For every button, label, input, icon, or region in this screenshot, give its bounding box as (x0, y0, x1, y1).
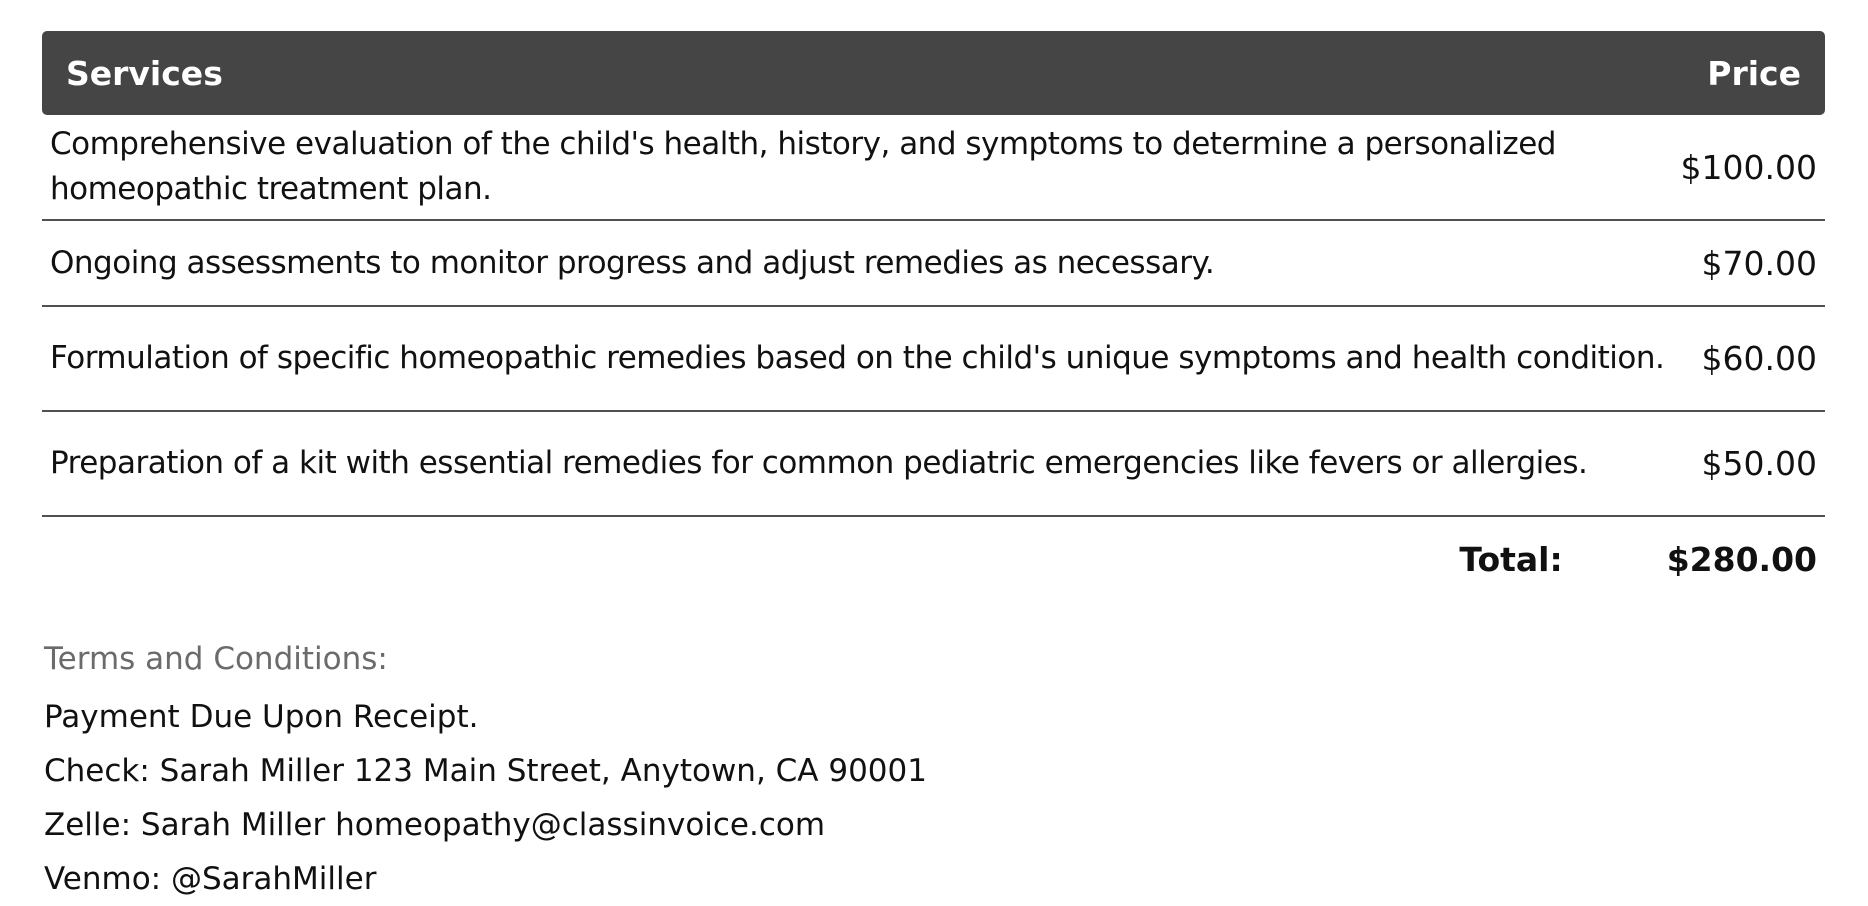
table-row (42, 115, 1825, 221)
terms-title: Terms and Conditions: (44, 641, 388, 677)
terms-line-check: Check: Sarah Miller 123 Main Street, Anytown, CA 90001 (44, 753, 927, 789)
table-header (42, 31, 1825, 115)
service-price: $70.00 (1701, 243, 1817, 283)
table-row (42, 307, 1825, 412)
total-row (42, 517, 1825, 601)
terms-line-zelle: Zelle: Sarah Miller homeopathy@classinvoice.com (44, 807, 826, 843)
service-description: Preparation of a kit with essential remedies for common pediatric emergencies like fevers or allergies. (50, 445, 1588, 481)
service-price: $100.00 (1680, 147, 1817, 187)
total-value: $280.00 (1666, 539, 1817, 579)
service-description: Ongoing assessments to monitor progress and adjust remedies as necessary. (50, 244, 1215, 281)
table-row (42, 221, 1825, 307)
table-row (42, 412, 1825, 517)
header-price: Price (1707, 53, 1801, 93)
service-price: $50.00 (1701, 444, 1817, 483)
service-description: Formulation of specific homeopathic remedies based on the child's unique symptoms and health condition. (50, 340, 1665, 376)
service-description: Comprehensive evaluation of the child's health, history, and symptoms to determine a personalized homeopathic treatment plan. (50, 126, 1556, 207)
total-label: Total: (1459, 539, 1563, 579)
terms-line-payment: Payment Due Upon Receipt. (44, 699, 479, 735)
terms-section (44, 636, 927, 906)
header-services: Services (66, 53, 223, 93)
services-table (42, 31, 1825, 601)
terms-line-venmo: Venmo: @SarahMiller (44, 861, 377, 897)
service-price: $60.00 (1701, 339, 1817, 378)
